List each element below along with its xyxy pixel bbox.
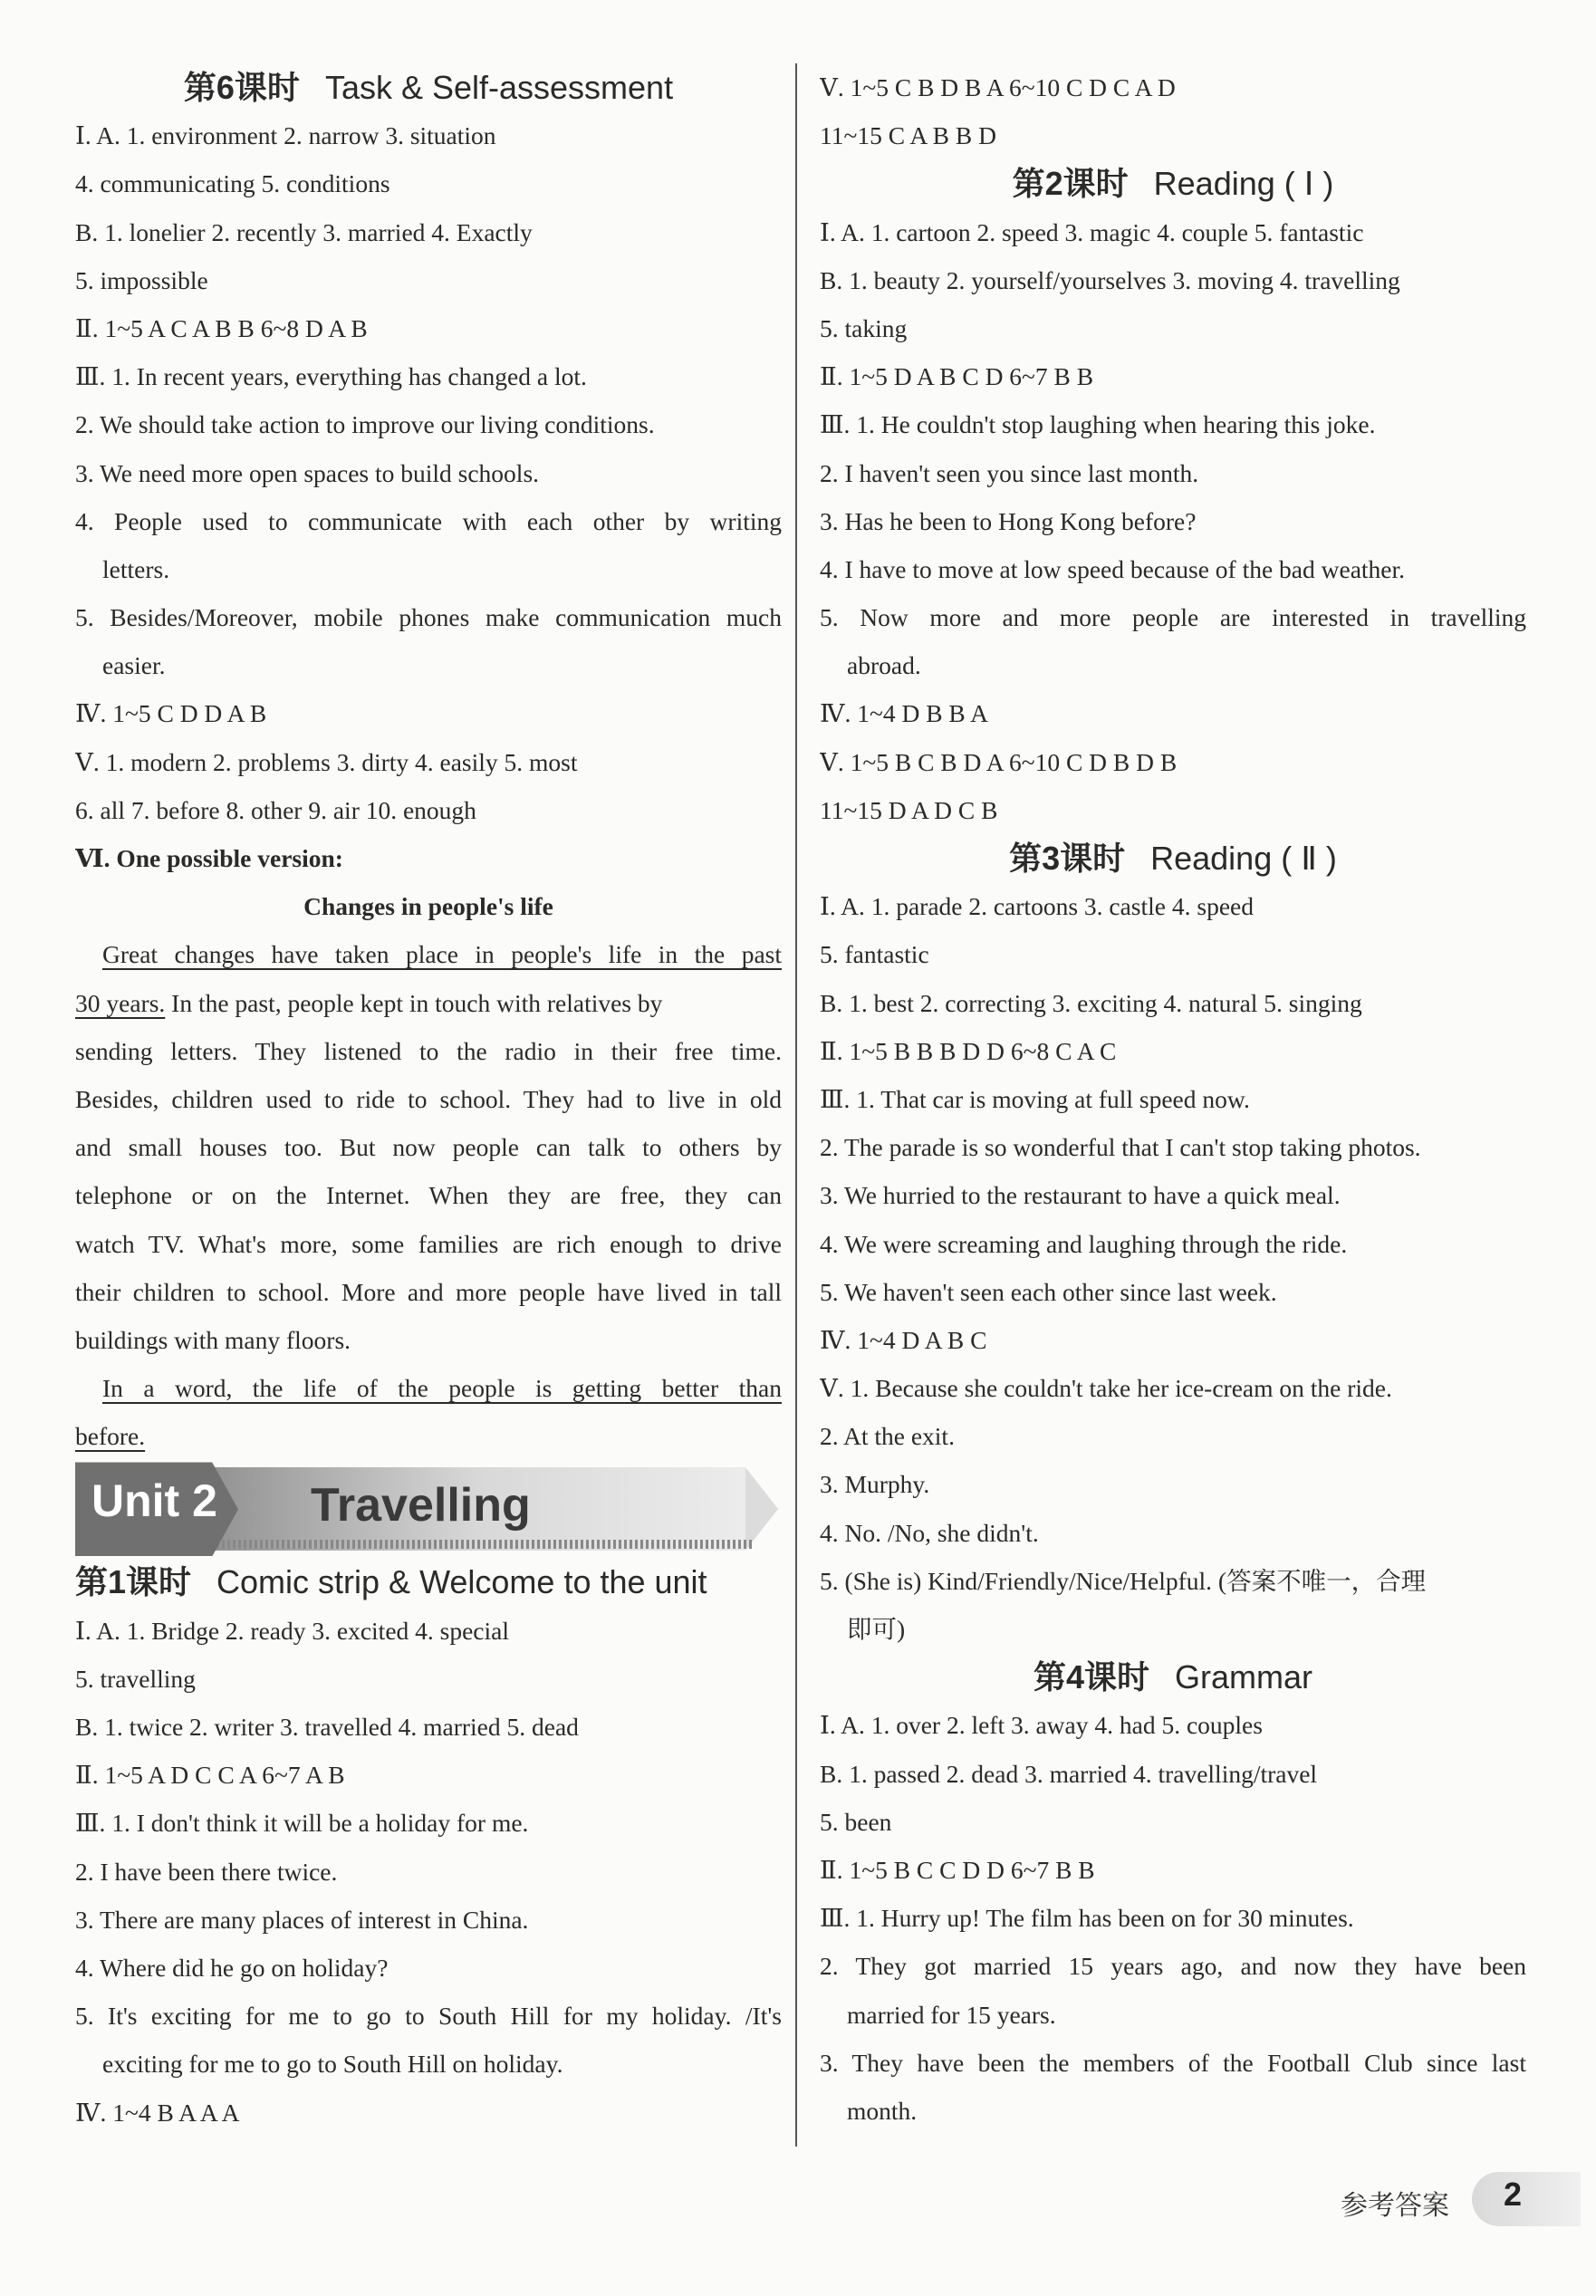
answer-line: 2. I haven't seen you since last month. xyxy=(820,458,1199,487)
answer-line: Ⅳ. 1~4 D A B C xyxy=(820,1325,987,1354)
essay-title: Changes in people's life xyxy=(303,892,553,921)
answer-line: 2. At the exit. xyxy=(820,1422,955,1451)
answer-line: 3. There are many places of interest in China. xyxy=(75,1905,529,1934)
essay-line xyxy=(75,1364,782,1412)
answer-line: Ⅳ. 1~4 D B B A xyxy=(820,699,988,728)
answer-line: easier. xyxy=(102,651,166,680)
banner-arrow-icon xyxy=(745,1467,778,1551)
lesson-number: 第3课时 xyxy=(1009,840,1126,877)
answer-line: 3. They have been the members of the Football Club since last xyxy=(820,2048,1526,2077)
essay-underlined: 30 years. xyxy=(75,988,166,1017)
unit-banner xyxy=(75,1462,782,1558)
lesson-title: Task & Self-assessment xyxy=(324,69,674,106)
lesson-number: 第4课时 xyxy=(1033,1658,1150,1696)
banner-stripe xyxy=(211,1540,755,1549)
answer-line: Ⅰ. A. 1. cartoon 2. speed 3. magic 4. couple 5. fantastic xyxy=(820,217,1364,246)
lesson-heading-4 xyxy=(820,1653,1526,1701)
answer-line: Ⅴ. 1. modern 2. problems 3. dirty 4. easily 5. most xyxy=(75,747,578,776)
lesson-heading-3 xyxy=(820,834,1526,882)
answer-line: 3. Murphy. xyxy=(820,1470,930,1499)
lesson-number: 第1课时 xyxy=(75,1563,192,1601)
answer-line: 5. Now more and more people are interested in travelling xyxy=(820,603,1526,632)
answer-line: letters. xyxy=(102,554,170,583)
essay-line: telephone or on the Internet. When they are free, they can xyxy=(75,1181,782,1210)
answer-line: 3. We need more open spaces to build schools. xyxy=(75,458,540,487)
answer-line: abroad. xyxy=(847,651,921,680)
answer-line: 2. We should take action to improve our living conditions. xyxy=(75,410,655,439)
answer-line: Ⅵ. One possible version: xyxy=(75,844,343,872)
answer-line: 5. Besides/Moreover, mobile phones make communication much xyxy=(75,603,782,632)
answer-line: Ⅱ. 1~5 B C C D D 6~7 B B xyxy=(820,1855,1095,1884)
essay-line: sending letters. They listened to the radio in their free time. xyxy=(75,1036,782,1065)
answer-line: 5. fantastic xyxy=(820,940,929,969)
answer-line: Ⅳ. 1~5 C D D A B xyxy=(75,699,267,728)
unit-title: Travelling xyxy=(311,1479,531,1532)
essay-line: and small houses too. But now people can talk to others by xyxy=(75,1133,782,1162)
essay-line xyxy=(75,979,782,1027)
lesson-number: 第2课时 xyxy=(1012,165,1129,203)
answer-line: 5. It's exciting for me to go to South Hill for my holiday. /It's xyxy=(75,2002,782,2031)
answer-line: 3. We hurried to the restaurant to have a quick meal. xyxy=(820,1181,1341,1210)
lesson-title: Reading ( Ⅰ ) xyxy=(1153,165,1334,203)
right-column xyxy=(820,63,1526,2135)
answer-line: 4. Where did he go on holiday? xyxy=(75,1953,389,1982)
answer-line: B. 1. beauty 2. yourself/yourselves 3. moving 4. travelling xyxy=(820,265,1400,294)
answer-line: 11~15 C A B B D xyxy=(820,121,996,150)
essay-underlined: In a word, the life of the people is getting better than xyxy=(102,1374,782,1403)
answer-line: Ⅳ. 1~4 B A A A xyxy=(75,2098,240,2127)
answer-line: Ⅲ. 1. In recent years, everything has changed a lot. xyxy=(75,362,587,391)
answer-line: 4. People used to communicate with each other by writing xyxy=(75,506,782,535)
answer-line: Ⅰ. A. 1. parade 2. cartoons 3. castle 4. speed xyxy=(820,892,1254,921)
answer-line: married for 15 years. xyxy=(847,2000,1056,2029)
lesson-title: Grammar xyxy=(1175,1658,1313,1696)
answer-line: 4. I have to move at low speed because of the bad weather. xyxy=(820,554,1406,583)
answer-line: Ⅲ. 1. Hurry up! The film has been on for 30 minutes. xyxy=(820,1904,1354,1933)
answer-line: Ⅴ. 1. Because she couldn't take her ice-cream on the ride. xyxy=(820,1374,1392,1403)
answer-line: Ⅱ. 1~5 A C A B B 6~8 D A B xyxy=(75,313,368,342)
unit-label: Unit 2 xyxy=(91,1475,217,1527)
answer-line: B. 1. passed 2. dead 3. married 4. travelling/travel xyxy=(820,1759,1318,1788)
essay-line: their children to school. More and more people have lived in tall xyxy=(75,1277,782,1306)
answer-line: 2. I have been there twice. xyxy=(75,1857,338,1886)
answer-line: month. xyxy=(847,2096,918,2125)
answer-line: Ⅰ. A. 1. Bridge 2. ready 3. excited 4. special xyxy=(75,1616,509,1645)
lesson-title: Comic strip & Welcome to the unit xyxy=(216,1563,707,1601)
answer-line: Ⅱ. 1~5 D A B C D 6~7 B B xyxy=(820,362,1094,391)
answer-line: Ⅲ. 1. I don't think it will be a holiday for me. xyxy=(75,1809,529,1838)
lesson-number: 第6课时 xyxy=(183,69,300,106)
answer-line: 6. all 7. before 8. other 9. air 10. enough xyxy=(75,795,476,824)
column-divider xyxy=(795,63,797,2147)
answer-line: Ⅲ. 1. That car is moving at full speed now. xyxy=(820,1084,1250,1113)
answer-line: 4. We were screaming and laughing through the ride. xyxy=(820,1229,1348,1258)
lesson-title: Reading ( Ⅱ ) xyxy=(1150,840,1337,877)
answer-line: B. 1. twice 2. writer 3. travelled 4. married 5. dead xyxy=(75,1713,579,1741)
answer-line: 5. We haven't seen each other since last week. xyxy=(820,1277,1277,1306)
answer-line: 5. (She is) Kind/Friendly/Nice/Helpful. (答案不唯一，合理 xyxy=(820,1566,1427,1595)
answer-line: exciting for me to go to South Hill on holiday. xyxy=(102,2050,563,2079)
essay-text: In the past, people kept in touch with relatives by xyxy=(165,988,663,1017)
answer-line: 5. impossible xyxy=(75,265,208,294)
answer-line: 5. been xyxy=(820,1807,892,1836)
answer-line: Ⅱ. 1~5 A D C C A 6~7 A B xyxy=(75,1761,345,1790)
essay-line xyxy=(75,930,782,978)
answer-line: Ⅰ. A. 1. over 2. left 3. away 4. had 5. couples xyxy=(820,1711,1263,1740)
answer-line: 5. taking xyxy=(820,313,908,342)
lesson-heading-u2-1 xyxy=(75,1558,782,1606)
answer-line: 2. They got married 15 years ago, and now they have been xyxy=(820,1952,1526,1981)
footer-label: 参考答案 xyxy=(1341,2191,1449,2221)
answer-line: 11~15 D A D C B xyxy=(820,795,998,824)
essay-line: Besides, children used to ride to school. They had to live in old xyxy=(75,1084,782,1113)
page-number: 2 xyxy=(1504,2176,1523,2213)
answer-line: B. 1. lonelier 2. recently 3. married 4. Exactly xyxy=(75,217,533,246)
essay-underlined: Great changes have taken place in people's life in the past xyxy=(102,940,782,969)
lesson-heading-2 xyxy=(820,159,1526,207)
lesson-heading-6 xyxy=(75,63,782,111)
answer-line: 5. travelling xyxy=(75,1664,196,1693)
answer-line: B. 1. best 2. correcting 3. exciting 4. natural 5. singing xyxy=(820,988,1362,1017)
answer-line: 4. No. /No, she didn't. xyxy=(820,1518,1039,1547)
answer-line: Ⅲ. 1. He couldn't stop laughing when hearing this joke. xyxy=(820,410,1376,439)
answer-line: 即可) xyxy=(847,1615,906,1643)
answer-line: 3. Has he been to Hong Kong before? xyxy=(820,506,1197,535)
answer-line: Ⅴ. 1~5 B C B D A 6~10 C D B D B xyxy=(820,747,1178,776)
answer-line: 2. The parade is so wonderful that I can't stop taking photos. xyxy=(820,1133,1421,1162)
answer-line: 4. communicating 5. conditions xyxy=(75,169,390,198)
essay-line xyxy=(75,1412,782,1460)
page-badge xyxy=(1472,2172,1581,2226)
essay-line: watch TV. What's more, some families are rich enough to drive xyxy=(75,1229,782,1258)
left-column xyxy=(75,63,782,2137)
answer-line: Ⅱ. 1~5 B B B D D 6~8 C A C xyxy=(820,1036,1117,1065)
essay-line: buildings with many floors. xyxy=(75,1325,351,1354)
answer-line: Ⅴ. 1~5 C B D B A 6~10 C D C A D xyxy=(820,73,1176,101)
answer-line: Ⅰ. A. 1. environment 2. narrow 3. situation xyxy=(75,121,496,150)
essay-underlined: before. xyxy=(75,1422,146,1451)
